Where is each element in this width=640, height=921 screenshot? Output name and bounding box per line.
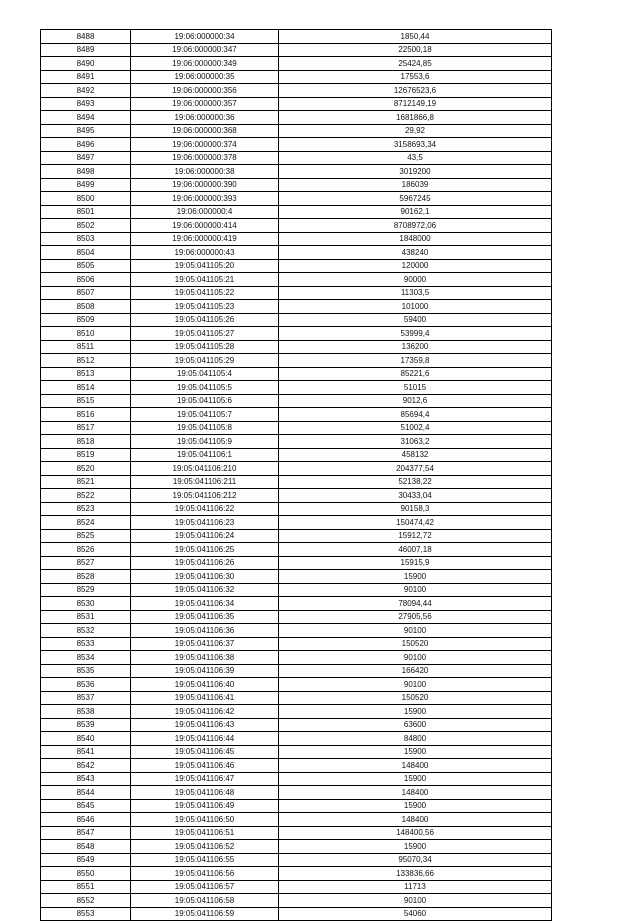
cadastral-number-cell: 19:05:041106:43 — [131, 718, 279, 732]
table-row — [41, 394, 552, 408]
row-number-cell: 8531 — [41, 610, 131, 624]
row-number-cell: 8518 — [41, 435, 131, 449]
value-cell: 17553,6 — [279, 70, 552, 84]
table-body — [41, 30, 552, 921]
row-number-cell: 8534 — [41, 651, 131, 665]
row-number-cell: 8546 — [41, 813, 131, 827]
cadastral-number-cell: 19:05:041106:22 — [131, 502, 279, 516]
table-row — [41, 313, 552, 327]
table-row — [41, 583, 552, 597]
row-number-cell: 8552 — [41, 894, 131, 908]
value-cell: 133836,66 — [279, 867, 552, 881]
value-cell: 85221,6 — [279, 367, 552, 381]
value-cell: 15900 — [279, 799, 552, 813]
row-number-cell: 8543 — [41, 772, 131, 786]
row-number-cell: 8506 — [41, 273, 131, 287]
table-row — [41, 799, 552, 813]
value-cell: 15900 — [279, 570, 552, 584]
table-row — [41, 759, 552, 773]
row-number-cell: 8522 — [41, 489, 131, 503]
row-number-cell: 8512 — [41, 354, 131, 368]
value-cell: 53999,4 — [279, 327, 552, 341]
row-number-cell: 8526 — [41, 543, 131, 557]
table-row — [41, 705, 552, 719]
value-cell: 46007,18 — [279, 543, 552, 557]
cadastral-number-cell: 19:05:041106:42 — [131, 705, 279, 719]
row-number-cell: 8523 — [41, 502, 131, 516]
value-cell: 78094,44 — [279, 597, 552, 611]
cadastral-number-cell: 19:06:000000:43 — [131, 246, 279, 260]
cadastral-number-cell: 19:05:041106:25 — [131, 543, 279, 557]
table-row — [41, 192, 552, 206]
cadastral-number-cell: 19:05:041106:46 — [131, 759, 279, 773]
cadastral-number-cell: 19:05:041105:26 — [131, 313, 279, 327]
row-number-cell: 8529 — [41, 583, 131, 597]
data-table — [40, 29, 552, 921]
cadastral-number-cell: 19:05:041106:52 — [131, 840, 279, 854]
row-number-cell: 8492 — [41, 84, 131, 98]
value-cell: 148400 — [279, 759, 552, 773]
table-row — [41, 597, 552, 611]
table-row — [41, 219, 552, 233]
table-row — [41, 624, 552, 638]
row-number-cell: 8504 — [41, 246, 131, 260]
value-cell: 27905,56 — [279, 610, 552, 624]
table-row — [41, 813, 552, 827]
cadastral-number-cell: 19:05:041105:27 — [131, 327, 279, 341]
table-row — [41, 421, 552, 435]
row-number-cell: 8501 — [41, 205, 131, 219]
table-row — [41, 97, 552, 111]
cadastral-number-cell: 19:06:000000:347 — [131, 43, 279, 57]
value-cell: 90158,3 — [279, 502, 552, 516]
value-cell: 150474,42 — [279, 516, 552, 530]
value-cell: 438240 — [279, 246, 552, 260]
value-cell: 11713 — [279, 880, 552, 894]
row-number-cell: 8530 — [41, 597, 131, 611]
value-cell: 136200 — [279, 340, 552, 354]
cadastral-number-cell: 19:05:041106:30 — [131, 570, 279, 584]
value-cell: 84800 — [279, 732, 552, 746]
cadastral-number-cell: 19:05:041106:49 — [131, 799, 279, 813]
table-row — [41, 529, 552, 543]
cadastral-number-cell: 19:05:041105:5 — [131, 381, 279, 395]
table-row — [41, 880, 552, 894]
row-number-cell: 8507 — [41, 286, 131, 300]
value-cell: 30433,04 — [279, 489, 552, 503]
row-number-cell: 8488 — [41, 30, 131, 44]
value-cell: 5967245 — [279, 192, 552, 206]
value-cell: 15900 — [279, 705, 552, 719]
cadastral-number-cell: 19:05:041106:55 — [131, 853, 279, 867]
table-row — [41, 840, 552, 854]
table-row — [41, 556, 552, 570]
row-number-cell: 8535 — [41, 664, 131, 678]
row-number-cell: 8547 — [41, 826, 131, 840]
row-number-cell: 8517 — [41, 421, 131, 435]
table-row — [41, 367, 552, 381]
value-cell: 166420 — [279, 664, 552, 678]
cadastral-number-cell: 19:06:000000:374 — [131, 138, 279, 152]
table-row — [41, 84, 552, 98]
row-number-cell: 8533 — [41, 637, 131, 651]
table-row — [41, 745, 552, 759]
table-row — [41, 286, 552, 300]
value-cell: 52138,22 — [279, 475, 552, 489]
table-row — [41, 543, 552, 557]
value-cell: 22500,18 — [279, 43, 552, 57]
value-cell: 12676523,6 — [279, 84, 552, 98]
row-number-cell: 8499 — [41, 178, 131, 192]
row-number-cell: 8532 — [41, 624, 131, 638]
value-cell: 43,5 — [279, 151, 552, 165]
table-row — [41, 354, 552, 368]
row-number-cell: 8551 — [41, 880, 131, 894]
value-cell: 11303,5 — [279, 286, 552, 300]
value-cell: 15912,72 — [279, 529, 552, 543]
cadastral-number-cell: 19:06:000000:349 — [131, 57, 279, 71]
table-row — [41, 111, 552, 125]
row-number-cell: 8491 — [41, 70, 131, 84]
row-number-cell: 8544 — [41, 786, 131, 800]
value-cell: 17359,8 — [279, 354, 552, 368]
cadastral-number-cell: 19:05:041106:26 — [131, 556, 279, 570]
cadastral-number-cell: 19:06:000000:393 — [131, 192, 279, 206]
cadastral-number-cell: 19:05:041106:34 — [131, 597, 279, 611]
cadastral-number-cell: 19:05:041105:28 — [131, 340, 279, 354]
row-number-cell: 8503 — [41, 232, 131, 246]
table-row — [41, 340, 552, 354]
value-cell: 31063,2 — [279, 435, 552, 449]
cadastral-number-cell: 19:05:041106:1 — [131, 448, 279, 462]
table-row — [41, 732, 552, 746]
row-number-cell: 8541 — [41, 745, 131, 759]
row-number-cell: 8542 — [41, 759, 131, 773]
table-row — [41, 205, 552, 219]
value-cell: 51002,4 — [279, 421, 552, 435]
cadastral-number-cell: 19:05:041105:20 — [131, 259, 279, 273]
cadastral-number-cell: 19:05:041106:58 — [131, 894, 279, 908]
row-number-cell: 8510 — [41, 327, 131, 341]
value-cell: 15900 — [279, 745, 552, 759]
row-number-cell: 8550 — [41, 867, 131, 881]
value-cell: 95070,34 — [279, 853, 552, 867]
cadastral-number-cell: 19:06:000000:378 — [131, 151, 279, 165]
row-number-cell: 8509 — [41, 313, 131, 327]
value-cell: 3019200 — [279, 165, 552, 179]
cadastral-number-cell: 19:06:000000:36 — [131, 111, 279, 125]
table-row — [41, 637, 552, 651]
table-row — [41, 786, 552, 800]
table-row — [41, 867, 552, 881]
table-row — [41, 448, 552, 462]
value-cell: 1850,44 — [279, 30, 552, 44]
cadastral-number-cell: 19:05:041105:21 — [131, 273, 279, 287]
row-number-cell: 8527 — [41, 556, 131, 570]
value-cell: 150520 — [279, 691, 552, 705]
table-row — [41, 907, 552, 921]
cadastral-number-cell: 19:06:000000:368 — [131, 124, 279, 138]
table-row — [41, 678, 552, 692]
table-row — [41, 610, 552, 624]
table-row — [41, 651, 552, 665]
cadastral-number-cell: 19:05:041106:59 — [131, 907, 279, 921]
table-row — [41, 718, 552, 732]
row-number-cell: 8490 — [41, 57, 131, 71]
cadastral-number-cell: 19:05:041105:22 — [131, 286, 279, 300]
value-cell: 101000 — [279, 300, 552, 314]
cadastral-number-cell: 19:06:000000:356 — [131, 84, 279, 98]
cadastral-number-cell: 19:05:041106:32 — [131, 583, 279, 597]
value-cell: 1848000 — [279, 232, 552, 246]
cadastral-number-cell: 19:05:041106:50 — [131, 813, 279, 827]
cadastral-number-cell: 19:05:041106:36 — [131, 624, 279, 638]
cadastral-number-cell: 19:05:041106:44 — [131, 732, 279, 746]
row-number-cell: 8511 — [41, 340, 131, 354]
cadastral-number-cell: 19:05:041105:29 — [131, 354, 279, 368]
cadastral-number-cell: 19:05:041106:45 — [131, 745, 279, 759]
row-number-cell: 8493 — [41, 97, 131, 111]
table-row — [41, 300, 552, 314]
cadastral-number-cell: 19:05:041105:4 — [131, 367, 279, 381]
table-row — [41, 853, 552, 867]
table-row — [41, 273, 552, 287]
value-cell: 120000 — [279, 259, 552, 273]
row-number-cell: 8528 — [41, 570, 131, 584]
value-cell: 85694,4 — [279, 408, 552, 422]
cadastral-number-cell: 19:05:041106:210 — [131, 462, 279, 476]
cadastral-number-cell: 19:05:041106:38 — [131, 651, 279, 665]
value-cell: 63600 — [279, 718, 552, 732]
cadastral-number-cell: 19:06:000000:390 — [131, 178, 279, 192]
row-number-cell: 8537 — [41, 691, 131, 705]
value-cell: 8712149,19 — [279, 97, 552, 111]
table-row — [41, 462, 552, 476]
table-row — [41, 57, 552, 71]
value-cell: 458132 — [279, 448, 552, 462]
row-number-cell: 8549 — [41, 853, 131, 867]
row-number-cell: 8524 — [41, 516, 131, 530]
row-number-cell: 8521 — [41, 475, 131, 489]
row-number-cell: 8545 — [41, 799, 131, 813]
row-number-cell: 8513 — [41, 367, 131, 381]
value-cell: 8708972,06 — [279, 219, 552, 233]
value-cell: 90162,1 — [279, 205, 552, 219]
row-number-cell: 8520 — [41, 462, 131, 476]
table-row — [41, 381, 552, 395]
value-cell: 186039 — [279, 178, 552, 192]
table-row — [41, 178, 552, 192]
row-number-cell: 8548 — [41, 840, 131, 854]
value-cell: 148400 — [279, 813, 552, 827]
cadastral-number-cell: 19:06:000000:357 — [131, 97, 279, 111]
row-number-cell: 8489 — [41, 43, 131, 57]
value-cell: 90100 — [279, 651, 552, 665]
row-number-cell: 8514 — [41, 381, 131, 395]
cadastral-number-cell: 19:05:041105:6 — [131, 394, 279, 408]
cadastral-number-cell: 19:05:041106:40 — [131, 678, 279, 692]
cadastral-number-cell: 19:06:000000:419 — [131, 232, 279, 246]
cadastral-number-cell: 19:05:041106:211 — [131, 475, 279, 489]
cadastral-number-cell: 19:05:041105:7 — [131, 408, 279, 422]
row-number-cell: 8505 — [41, 259, 131, 273]
table-row — [41, 165, 552, 179]
cadastral-number-cell: 19:05:041106:41 — [131, 691, 279, 705]
value-cell: 90100 — [279, 678, 552, 692]
value-cell: 90100 — [279, 583, 552, 597]
table-row — [41, 327, 552, 341]
value-cell: 9012,6 — [279, 394, 552, 408]
row-number-cell: 8525 — [41, 529, 131, 543]
cadastral-number-cell: 19:05:041105:8 — [131, 421, 279, 435]
table-row — [41, 502, 552, 516]
row-number-cell: 8540 — [41, 732, 131, 746]
row-number-cell: 8536 — [41, 678, 131, 692]
table-row — [41, 246, 552, 260]
value-cell: 90100 — [279, 894, 552, 908]
table-row — [41, 516, 552, 530]
table-row — [41, 259, 552, 273]
value-cell: 90100 — [279, 624, 552, 638]
cadastral-number-cell: 19:05:041106:35 — [131, 610, 279, 624]
table-row — [41, 232, 552, 246]
value-cell: 15900 — [279, 772, 552, 786]
cadastral-number-cell: 19:06:000000:4 — [131, 205, 279, 219]
row-number-cell: 8502 — [41, 219, 131, 233]
table-row — [41, 408, 552, 422]
row-number-cell: 8494 — [41, 111, 131, 125]
row-number-cell: 8538 — [41, 705, 131, 719]
cadastral-number-cell: 19:05:041106:23 — [131, 516, 279, 530]
row-number-cell: 8515 — [41, 394, 131, 408]
row-number-cell: 8539 — [41, 718, 131, 732]
value-cell: 54060 — [279, 907, 552, 921]
value-cell: 25424,85 — [279, 57, 552, 71]
table-row — [41, 124, 552, 138]
table-row — [41, 772, 552, 786]
cadastral-number-cell: 19:05:041106:39 — [131, 664, 279, 678]
table-row — [41, 691, 552, 705]
value-cell: 29,92 — [279, 124, 552, 138]
value-cell: 1681866,8 — [279, 111, 552, 125]
row-number-cell: 8519 — [41, 448, 131, 462]
table-row — [41, 664, 552, 678]
cadastral-number-cell: 19:06:000000:34 — [131, 30, 279, 44]
row-number-cell: 8497 — [41, 151, 131, 165]
value-cell: 204377,54 — [279, 462, 552, 476]
cadastral-number-cell: 19:05:041106:37 — [131, 637, 279, 651]
table-row — [41, 43, 552, 57]
value-cell: 51015 — [279, 381, 552, 395]
table-row — [41, 826, 552, 840]
table-row — [41, 70, 552, 84]
table-row — [41, 489, 552, 503]
value-cell: 148400,56 — [279, 826, 552, 840]
row-number-cell: 8496 — [41, 138, 131, 152]
table-row — [41, 475, 552, 489]
table-row — [41, 570, 552, 584]
value-cell: 15915,9 — [279, 556, 552, 570]
cadastral-number-cell: 19:05:041106:57 — [131, 880, 279, 894]
cadastral-number-cell: 19:05:041106:51 — [131, 826, 279, 840]
row-number-cell: 8553 — [41, 907, 131, 921]
cadastral-number-cell: 19:05:041106:56 — [131, 867, 279, 881]
row-number-cell: 8516 — [41, 408, 131, 422]
row-number-cell: 8498 — [41, 165, 131, 179]
table-row — [41, 435, 552, 449]
value-cell: 3158693,34 — [279, 138, 552, 152]
cadastral-number-cell: 19:05:041106:47 — [131, 772, 279, 786]
table-row — [41, 138, 552, 152]
value-cell: 90000 — [279, 273, 552, 287]
cadastral-number-cell: 19:05:041106:24 — [131, 529, 279, 543]
table-row — [41, 151, 552, 165]
cadastral-number-cell: 19:06:000000:38 — [131, 165, 279, 179]
row-number-cell: 8495 — [41, 124, 131, 138]
cadastral-number-cell: 19:05:041105:23 — [131, 300, 279, 314]
cadastral-number-cell: 19:06:000000:414 — [131, 219, 279, 233]
value-cell: 150520 — [279, 637, 552, 651]
table-row — [41, 30, 552, 44]
cadastral-number-cell: 19:05:041105:9 — [131, 435, 279, 449]
row-number-cell: 8500 — [41, 192, 131, 206]
cadastral-number-cell: 19:05:041106:212 — [131, 489, 279, 503]
value-cell: 15900 — [279, 840, 552, 854]
value-cell: 148400 — [279, 786, 552, 800]
cadastral-number-cell: 19:05:041106:48 — [131, 786, 279, 800]
row-number-cell: 8508 — [41, 300, 131, 314]
cadastral-number-cell: 19:06:000000:35 — [131, 70, 279, 84]
value-cell: 59400 — [279, 313, 552, 327]
